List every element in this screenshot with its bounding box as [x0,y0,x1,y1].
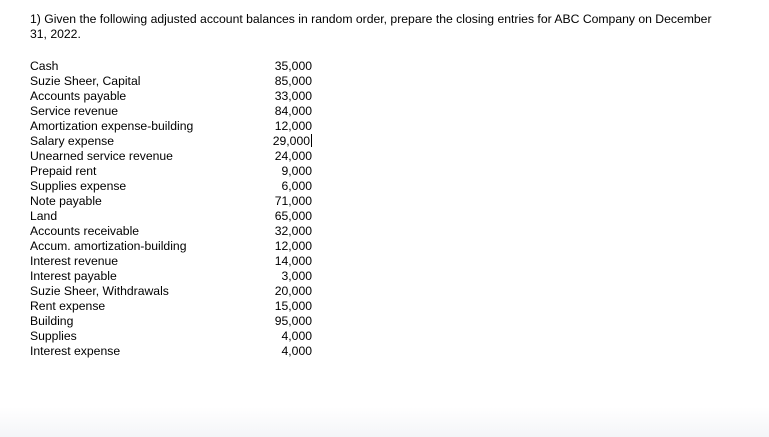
table-row [30,89,312,104]
account-amount: 85,000 [274,74,312,88]
table-row [30,104,312,119]
account-amount-with-cursor [240,134,312,149]
table-row [30,134,312,149]
table-row [30,329,312,344]
account-amount: 3,000 [281,269,312,283]
table-row [30,74,312,89]
table-row [30,179,312,194]
account-amount: 95,000 [274,314,312,328]
account-amount: 65,000 [274,209,312,223]
account-name: Amortization expense-building [30,119,194,133]
account-name: Interest expense [30,344,121,358]
account-name: Suzie Sheer, Withdrawals [30,284,169,298]
account-name: Accounts payable [30,89,127,103]
account-amount: 6,000 [281,179,312,193]
account-amount: 12,000 [274,239,312,253]
table-row [30,344,312,359]
account-name: Interest payable [30,269,117,283]
table-row [30,284,312,299]
table-row [30,254,312,269]
account-amount: 4,000 [281,329,312,343]
account-name: Prepaid rent [30,164,97,178]
account-amount: 20,000 [274,284,312,298]
table-row [30,119,312,134]
account-name: Rent expense [30,299,106,313]
table-row [30,239,312,254]
account-amount: 29,000 [272,134,310,148]
account-amount: 14,000 [274,254,312,268]
account-name: Salary expense [30,134,115,148]
table-row [30,149,312,164]
table-row [30,269,312,284]
table-row [30,194,312,209]
account-amount: 32,000 [274,224,312,238]
account-amount: 71,000 [274,194,312,208]
account-name: Note payable [30,194,102,208]
account-amount: 12,000 [274,119,312,133]
table-row [30,164,312,179]
account-name: Supplies expense [30,179,127,193]
account-amount: 35,000 [274,59,312,73]
table-row [30,299,312,314]
account-name: Accum. amortization-building [30,239,187,253]
account-name: Interest revenue [30,254,119,268]
text-cursor [311,134,312,147]
question-text: 1) Given the following adjusted account balances in random order, prepare the closing entries for ABC Company on December 31, 2022. [30,12,712,41]
account-name: Suzie Sheer, Capital [30,74,141,88]
table-row [30,224,312,239]
account-name: Accounts receivable [30,224,140,238]
account-amount: 24,000 [274,149,312,163]
account-amount: 33,000 [274,89,312,103]
account-name: Service revenue [30,104,119,118]
account-amount: 9,000 [281,164,312,178]
table-row [30,209,312,224]
account-balances-table [30,59,312,359]
account-name: Building [30,314,74,328]
account-name: Unearned service revenue [30,149,173,163]
account-amount: 15,000 [274,299,312,313]
account-name: Supplies [30,329,77,343]
table-row [30,314,312,329]
account-name: Land [30,209,58,223]
account-name: Cash [30,59,59,73]
bottom-edge-shade [0,407,769,437]
table-row [30,59,312,74]
account-amount: 84,000 [274,104,312,118]
account-amount: 4,000 [281,344,312,358]
